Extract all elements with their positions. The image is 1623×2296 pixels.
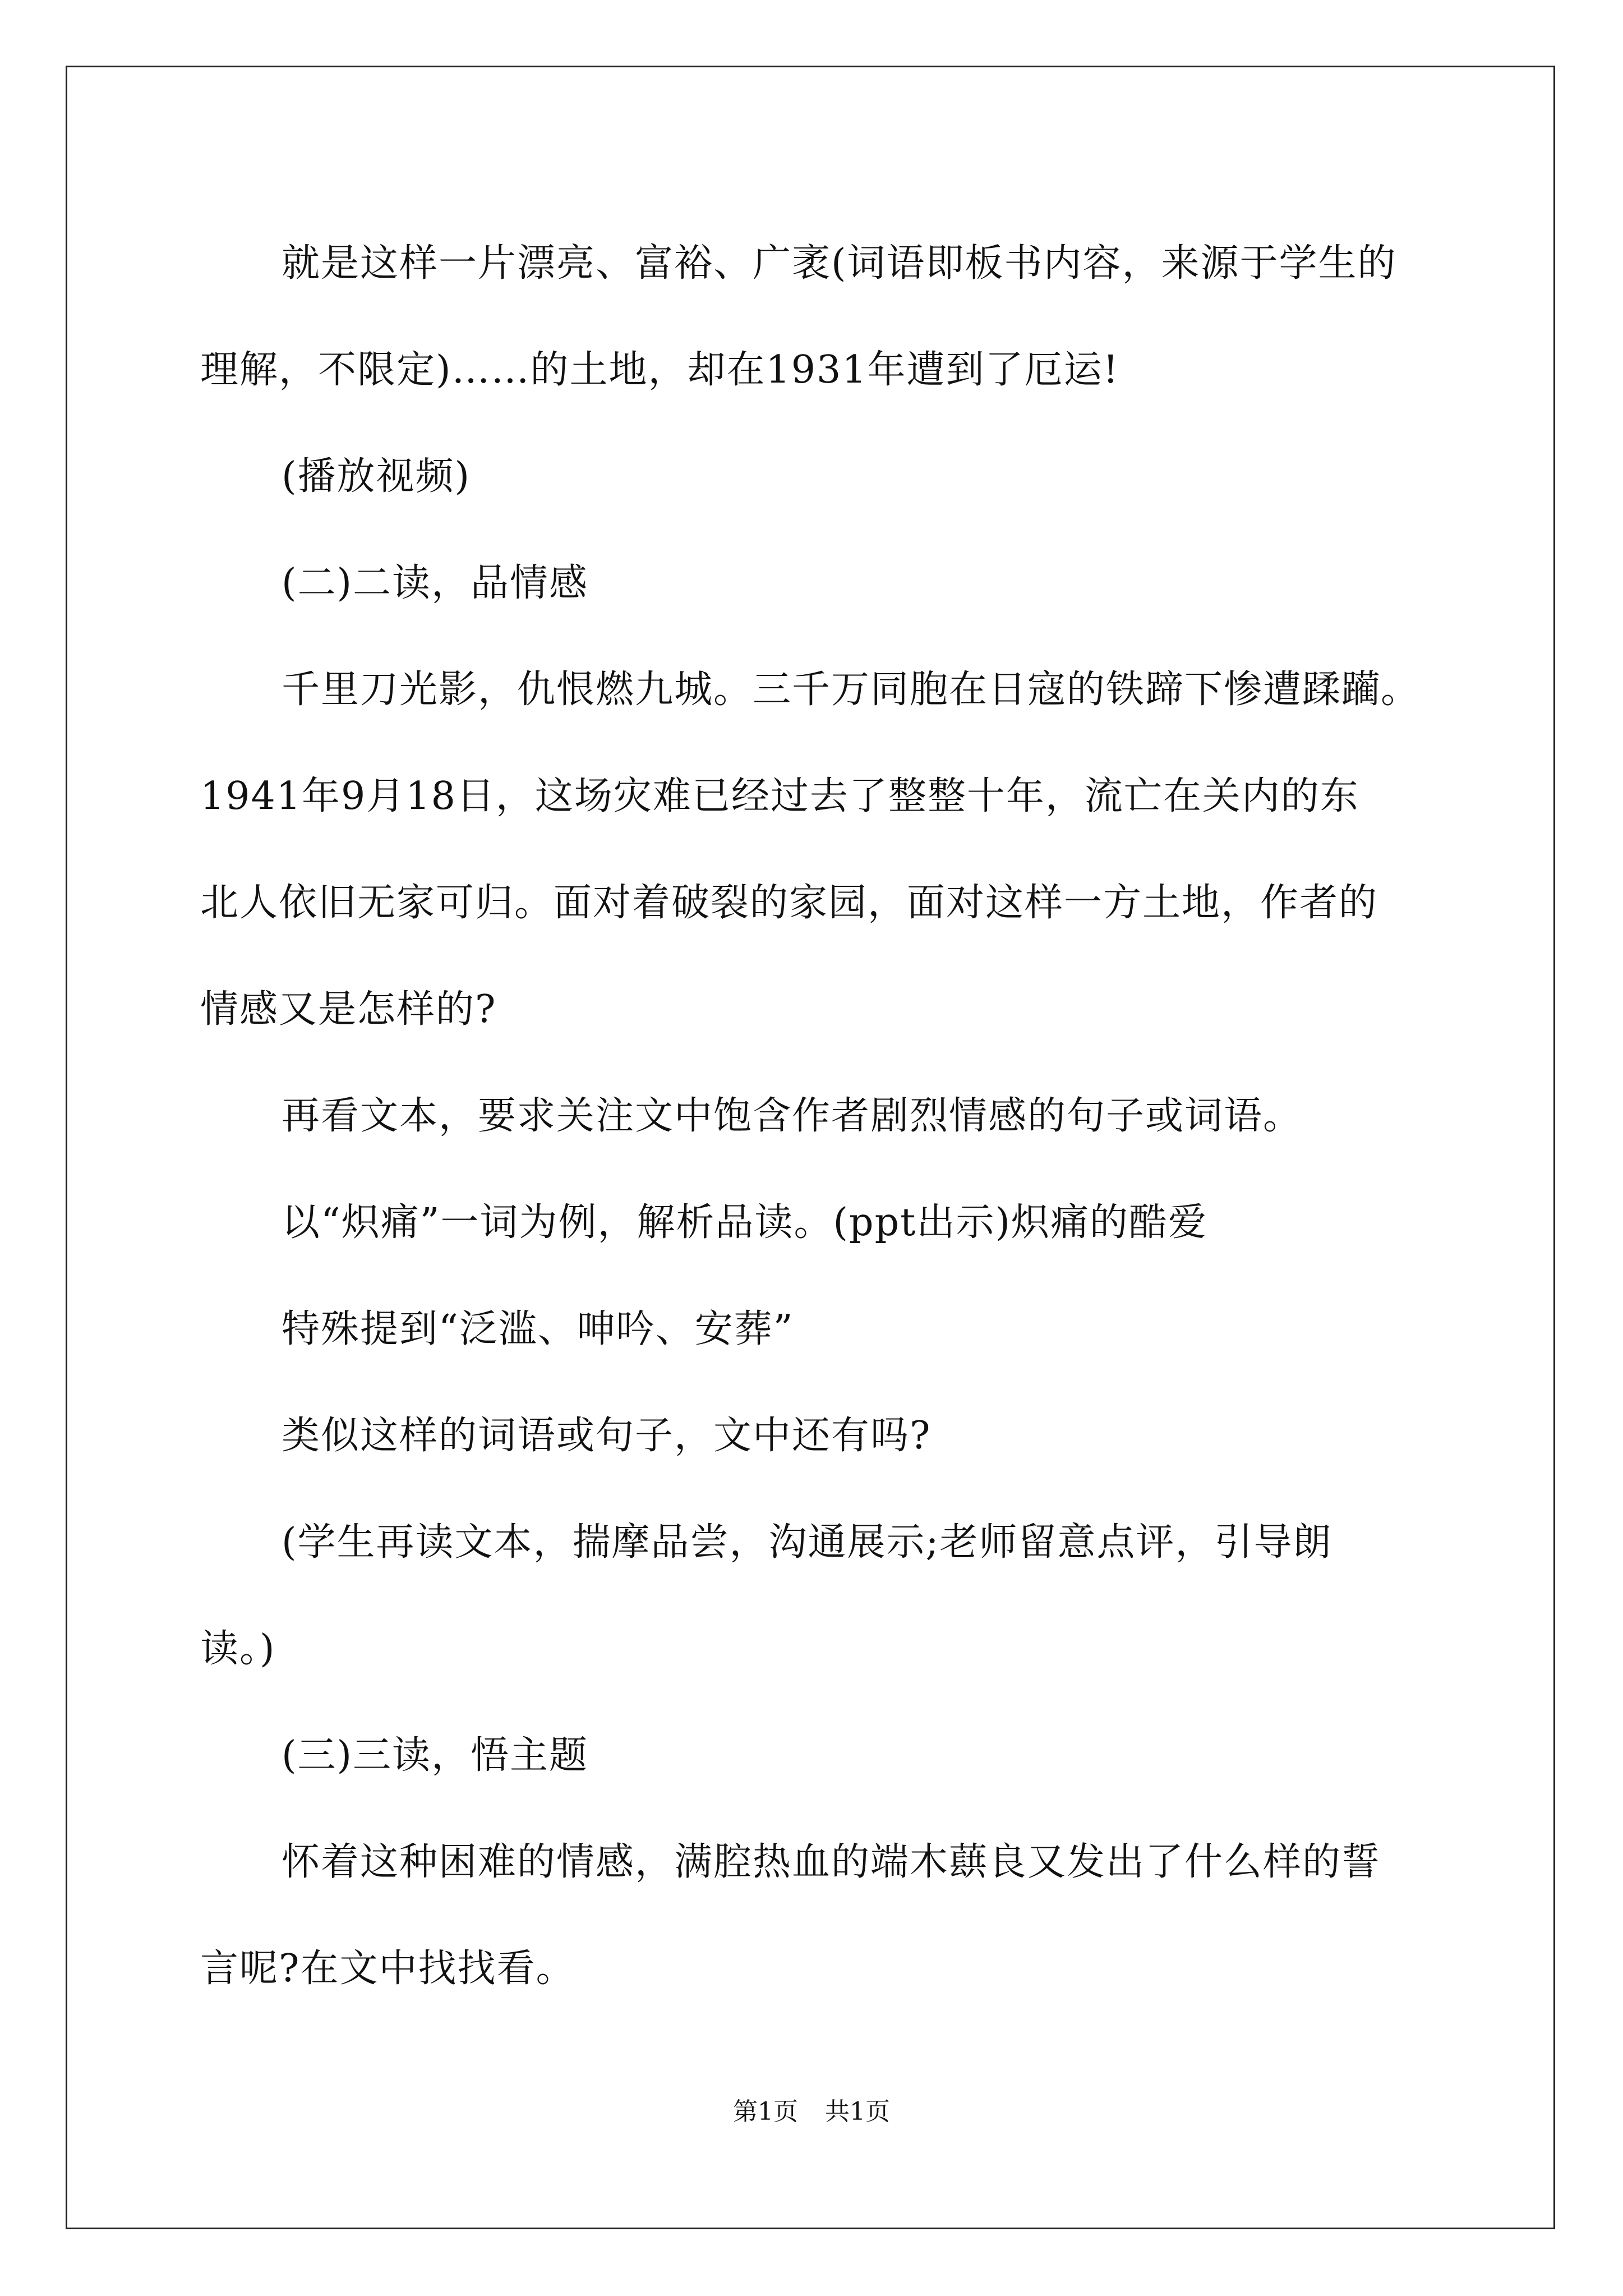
paragraph-line: 理解，不限定)……的土地，却在1931年遭到了厄运! bbox=[200, 348, 1119, 392]
paragraph-line: 就是这样一片漂亮、富裕、广袤(词语即板书内容，来源于学生的 bbox=[282, 241, 1397, 286]
page-count: 共1页 bbox=[825, 2097, 890, 2126]
paragraph-line: 特殊提到“泛滥、呻吟、安葬” bbox=[282, 1307, 794, 1351]
paragraph-line: 北人依旧无家可归。面对着破裂的家园，面对这样一方土地，作者的 bbox=[200, 881, 1378, 925]
section-heading: (二)二读，品情感 bbox=[282, 561, 589, 605]
paragraph-line: 类似这样的词语或句子，文中还有吗? bbox=[282, 1414, 932, 1458]
paragraph-line: 千里刀光影，仇恨燃九城。三千万同胞在日寇的铁蹄下惨遭蹂躏。 bbox=[282, 668, 1421, 712]
paragraph-line: 言呢?在文中找找看。 bbox=[200, 1947, 575, 1991]
document-body bbox=[200, 210, 1428, 2022]
paragraph-line: 1941年9月18日，这场灾难已经过去了整整十年，流亡在关内的东 bbox=[200, 774, 1359, 818]
paragraph-line: (播放视频) bbox=[282, 454, 471, 499]
paragraph-line: (学生再读文本，揣摩品尝，沟通展示;老师留意点评，引导朗 bbox=[282, 1520, 1332, 1565]
paragraph-line: 怀着这种困难的情感，满腔热血的端木蕻良又发出了什么样的誓 bbox=[282, 1840, 1381, 1884]
page-number: 第1页 bbox=[733, 2097, 798, 2126]
paragraph-line: 以“炽痛”一词为例，解析品读。(ppt出示)炽痛的酷爱 bbox=[282, 1200, 1207, 1245]
paragraph-line: 再看文本，要求关注文中饱含作者剧烈情感的句子或词语。 bbox=[282, 1094, 1303, 1138]
section-heading: (三)三读，悟主题 bbox=[282, 1733, 589, 1778]
page-footer bbox=[0, 2095, 1623, 2129]
paragraph-line: 读。) bbox=[200, 1627, 276, 1671]
paragraph-line: 情感又是怎样的? bbox=[200, 987, 497, 1032]
